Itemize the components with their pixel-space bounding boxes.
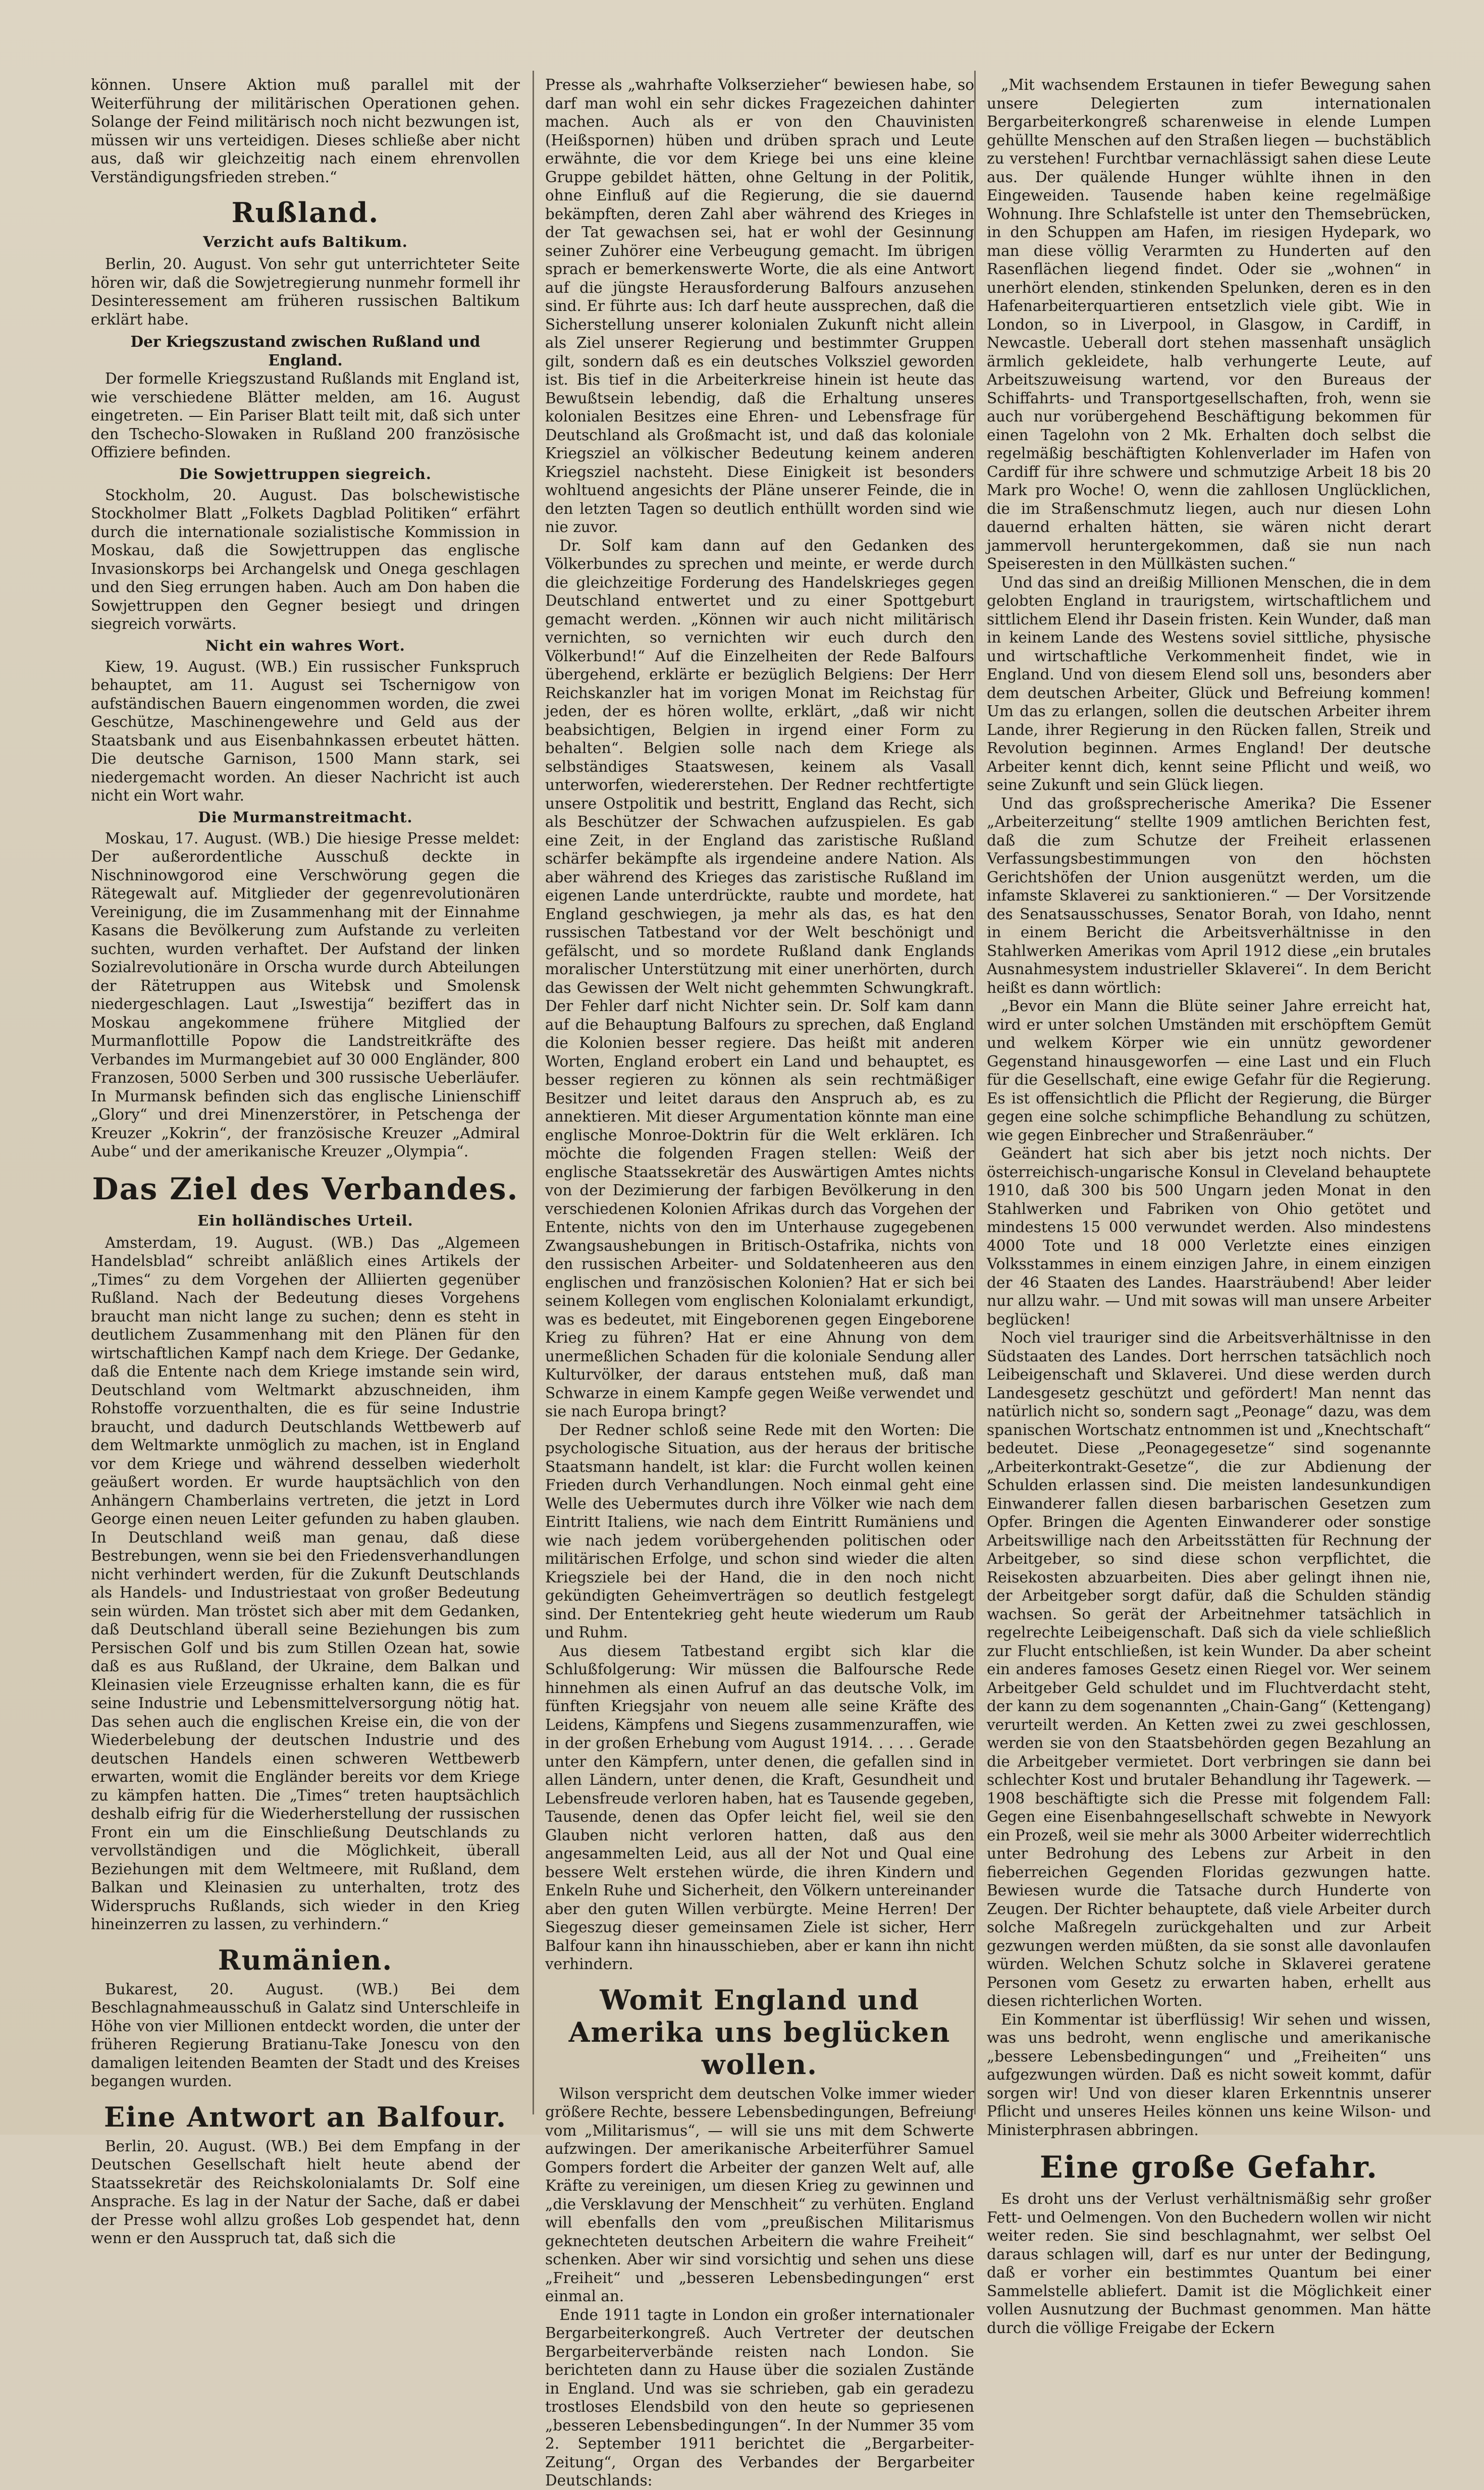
paragraph: Bukarest, 20. August. (WB.) Bei dem Beschlagnahmeausschuß in Galatz sind Unterschleife in Höhe von vier Millionen entdeckt worden, die unter der früheren Regierung Bratianu-Take Jonescu von den damaligen leitenden Beamten der Stadt und des Kreises begangen wurden. — [91, 1980, 520, 2090]
paragraph: Ein Kommentar ist überflüssig! Wir sehen und wissen, was uns bedroht, wenn englische und amerikanische „bessere Lebensbedingungen“ und „Freiheiten“ uns aufgezwungen würden. Daß es nicht soweit kommt, dafür sorgen wir! Und von dieser klaren Erkenntnis unserer Pflicht und unseres Heiles können uns keine Wilson- und Ministerphrasen abbringen. — [987, 2010, 1431, 2139]
paragraph: Und das sind an dreißig Millionen Menschen, die in dem gelobten England in traurigstem, wirtschaftlichem und sittlichem Elend ihr Dasein fristen. Kein Wunder, daß man in keinem Lande des Westens soviel sittliche, physische und wirtschaftliche Verkommenheit findet, wie in England. Und von diesem Elend soll uns, besonders aber dem deutschen Arbeiter, Glück und Befreiung kommen! Um das zu erlangen, sollen die deutschen Arbeiter ihrem Lande, ihrer Regierung in den Rücken fallen, Streik und Revolution beginnen. Armes England! Der deutsche Arbeiter kennt dich, kennt seine Pflicht und weiß, wo seine Zukunft und sein Glück liegen. — [987, 573, 1431, 793]
subheading: Der Kriegszustand zwischen Rußland und England. — [130, 333, 481, 369]
paragraph: Wilson verspricht dem deutschen Volke immer wieder größere Rechte, bessere Lebensbedingungen, Befreiung vom „Militarismus“, — will sie uns mit dem Schwerte aufzwingen. Der amerikanische Arbeiterführer Samuel Gompers fordert die Arbeiter der ganzen Welt auf, alle Kräfte zu vereinigen, um diesen Krieg zu gewinnen und „die Versklavung der Menschheit“ zu verhüten. England will ebenfalls den vom „preußischen Militarismus geknechteten deutschen Arbeitern die wahre Freiheit“ schenken. Aber wir sind vorsichtig und sehen uns diese „Freiheit“ und „besseren Lebensbedingungen“ erst einmal an. — [545, 2085, 974, 2305]
paragraph: Amsterdam, 19. August. (WB.) Das „Algemeen Handelsblad“ schreibt anläßlich eines Artikels der „Times“ zu dem Vorgehen der Alliierten gegenüber Rußland. Nach der Bedeutung dieses Vorgehens braucht man nicht lange zu suchen; denn es steht in deutlichem Zusammenhang mit den Plänen für den wirtschaftlichen Kampf nach dem Kriege. Der Gedanke, daß die Entente nach dem Kriege imstande sein wird, Deutschland vom Weltmarkt abzuschneiden, ihm Rohstoffe vorzuenthalten, die es für seine Industrie braucht, und dadurch Deutschlands Wettbewerb auf dem Weltmarkte unmöglich zu machen, ist in England vor dem Kriege und während desselben wiederholt geäußert worden. Er wurde hauptsächlich von den Anhängern Chamberlains vertreten, die jetzt in Lord George einen neuen Leiter gefunden zu haben glauben. In Deutschland weiß man genau, daß diese Bestrebungen, wenn sie bei den Friedensverhandlungen nicht verhindert werden, für die Zukunft Deutschlands als Handels- und Industriestaat von großer Bedeutung sein würden. Man tröstet sich aber mit dem Gedanken, daß Deutschland überall seine Beziehungen bis zum Persischen Golf und bis zum Stillen Ozean hat, sowie daß es aus Rußland, der Ukraine, dem Balkan und Kleinasien viele Erzeugnisse erhalten kann, die es für seine Industrie und Lebensmittelversorgung nötig hat. Das sehen auch die englischen Kreise ein, die von der Wiederbelebung der deutschen Industrie und des deutschen Handels einen schweren Wettbewerb erwarten, womit die Engländer bereits vor dem Kriege zu kämpfen hatten. Die „Times“ treten hauptsächlich deshalb eifrig für die Wiederherstellung der russischen Front ein um die Einschließung Deutschlands zu vervollständigen und die Möglichkeit, überall Beziehungen mit dem Weltmeere, mit Rußland, dem Balkan und Kleinasien zu unterhalten, trotz des Widerspruchs Rußlands, sich wieder in den Krieg hineinzerren zu lassen, zu verhindern.“ — [91, 1234, 520, 1933]
subheading: Nicht ein wahres Wort. — [205, 637, 405, 654]
paragraph: Geändert hat sich aber bis jetzt noch nichts. Der österreichisch-ungarische Konsul in Cleveland behauptete 1910, daß 300 bis 500 Ungarn jeden Monat in den Stahlwerken und Fabriken von Ohio getötet und mindestens 15 000 verwundet werden. Also mindestens 4000 Tote und 18 000 Verletzte eines einzigen Volksstammes in einem einzigen Jahre, in einem einzigen der 46 Staaten des Landes. Haarsträubend! Aber leider nur allzu wahr. — Und mit sowas will man unsere Arbeiter beglücken! — [987, 1145, 1431, 1328]
paragraph: „Bevor ein Mann die Blüte seiner Jahre erreicht hat, wird er unter solchen Umständen mit erschöpftem Gemüt und welkem Körper wie ein unnütz gewordener Gegenstand hinausgeworfen — eine Last und ein Fluch für die Gesellschaft, eine ewige Gefahr für die Regierung. Es ist offensichtlich die Pflicht der Regierung, die Bürger gegen eine solche schimpfliche Behandlung zu schützen, wie gegen Einbrecher und Straßenräuber.“ — [987, 997, 1431, 1144]
paragraph: Kiew, 19. August. (WB.) Ein russischer Funkspruch behauptet, am 11. August sei Tschernigow von aufständischen Bauern eingenommen worden, die zwei Geschütze, Maschinengewehre und Geld aus der Staatsbank und aus Eisenbahnkassen erbeutet hätten. Die deutsche Garnison, 1500 Mann stark, sei niedergemacht worden. An dieser Nachricht ist auch nicht ein Wort wahr. — [91, 658, 520, 804]
paragraph: Aus diesem Tatbestand ergibt sich klar die Schlußfolgerung: Wir müssen die Balfoursche Rede hinnehmen als einen Aufruf an das deutsche Volk, im fünften Kriegsjahr von neuem alle seine Kräfte des Leidens, Kämpfens und Siegens zusammenzuraffen, wie in der großen Erhebung vom August 1914. . . . . Gerade unter den Kämpfern, unter denen, die gefallen sind in allen Ländern, unter denen, die Kraft, Gesundheit und Lebensfreude verloren haben, hat es Tausende gegeben, Tausende, denen das Opfer leicht fiel, weil sie den Glauben nicht verloren hatten, daß aus den angesammelten Leid, aus all der Not und Qual eine bessere Welt erstehen würde, die ihren Kindern und Enkeln Ruhe und Sicherheit, den Völkern untereinander aber den guten Willen verbürgte. Meine Herren! Der Siegeszug dieser gemeinsamen Ziele ist sicher, Herr Balfour kann ihn hinausschieben, aber er kann ihn nicht verhindern. — [545, 1642, 974, 1973]
paragraph: Presse als „wahrhafte Volkserzieher“ bewiesen habe, so darf man wohl ein sehr dickes Fragezeichen dahinter machen. Auch als er von den Chauvinisten (Heißspornen) hüben und drüben sprach und Leute erwähnte, die vor dem Kriege bei uns eine kleine Gruppe gebildet hätten, ohne Geltung in der Politik, ohne Einfluß auf die Regierung, die sie dauernd bekämpften, deren Zahl aber während des Krieges in der Tat gewachsen sei, hat er wohl der Gesinnung seiner Zuhörer eine Verbeugung gemacht. Im übrigen sprach er bemerkenswerte Worte, die als eine Antwort auf die jüngste Herausforderung Balfours anzusehen sind. Er führte aus: Ich darf heute aussprechen, daß die Sicherstellung unserer kolonialen Zukunft nicht allein als Ziel unserer Regierung und bestimmter Gruppen gilt, sondern daß es ein deutsches Volksziel geworden ist. Bis tief in die Arbeiterkreise hinein ist heute das Bewußtsein lebendig, daß die Erhaltung unseres kolonialen Besitzes eine Ehren- und Lebensfrage für Deutschland als Großmacht ist, und daß das koloniale Kriegsziel an völkischer Bedeutung keinem anderen Kriegsziel nachsteht. Diese Einigkeit ist besonders wohltuend angesichts der Pläne unserer Feinde, die in den letzten Tagen so deutlich enthüllt worden sind wie nie zuvor. — [545, 76, 974, 536]
section-heading-ziel: Das Ziel des Verbandes. — [92, 1171, 519, 1207]
paragraph: Ende 1911 tagte in London ein großer internationaler Bergarbeiterkongreß. Auch Vertreter der deutschen Bergarbeiterverbände reisten nach London. Sie berichteten dann zu Hause über die sozialen Zustände in England. Und was sie schrieben, gab ein geradezu trostloses Elendsbild von den heute so gepriesenen „besseren Lebensbedingungen“. In der Nummer 35 vom 2. September 1911 berichtet die „Bergarbeiter-Zeitung“, Organ des Verbandes der Bergarbeiter Deutschlands: — [545, 2306, 974, 2489]
column-middle — [545, 76, 974, 2489]
paragraph: Berlin, 20. August. Von sehr gut unterrichteter Seite hören wir, daß die Sowjetregierung nunmehr formell ihr Desinteressement am früheren russischen Baltikum erklärt habe. — [91, 255, 520, 328]
column-rule — [533, 71, 534, 2114]
paragraph: können. Unsere Aktion muß parallel mit der Weiterführung der militärischen Operationen gehen. Solange der Feind militärisch noch nicht bezwungen ist, müssen wir uns verteidigen. Dieses schließe aber nicht aus, daß wir gleichzeitig nach einem ehrenvollen Verständigungsfrieden streben.“ — [91, 76, 520, 186]
column-right — [987, 76, 1431, 2337]
paragraph: Berlin, 20. August. (WB.) Bei dem Empfang in der Deutschen Gesellschaft hielt heute abend der Staatssekretär des Reichskolonialamts Dr. Solf eine Ansprache. Es lag in der Natur der Sache, daß er dabei der Presse wohl allzu großes Lob gespendet hat, denn wenn er den Ausspruch tat, daß sich die — [91, 2137, 520, 2247]
paragraph: Dr. Solf kam dann auf den Gedanken des Völkerbundes zu sprechen und meinte, er werde durch die gleichzeitige Forderung des Handelskrieges gegen Deutschland entwertet und zu einer Spottgeburt gemacht werden. „Können wir auch nicht militärisch vernichten, so vernichten wir euch durch den Völkerbund!“ Auf die Einzelheiten der Rede Balfours übergehend, erklärte er bezüglich Belgiens: Der Herr Reichskanzler hat im vorigen Monat im Reichstag für jeden, der es hören wollte, erklärt, „daß wir nicht beabsichtigen, Belgien in irgend einer Form zu behalten“. Belgien solle nach dem Kriege als selbständiges Staatswesen, keinem als Vasall unterworfen, wiedererstehen. Der Redner rechtfertigte unsere Ostpolitik und bestritt, England das Recht, sich als Beschützer der Schwachen aufzuspielen. Es gab eine Zeit, in der England das zaristische Rußland schärfer bekämpfte als irgendeine andere Nation. Als aber während des Krieges das zaristische Rußland im eigenen Lande unterdrückte, raubte und mordete, hat England geschwiegen, ja mehr als das, es hat den russischen Tatbestand vor der Welt beschönigt und gefälscht, und so mordete Rußland dank Englands moralischer Unterstützung mit einer unerhörten, durch das Gewissen der Welt nicht gehemmten Schwungkraft. Der Fehler darf nicht Nichter sein. Dr. Solf kam dann auf die Behauptung Balfours zu sprechen, daß England die Kolonien besser regiere. Das heißt mit anderen Worten, England erobert ein Land und behauptet, es besser regieren zu können als sein rechtmäßiger Besitzer und leitet daraus den Anspruch ab, es zu annektieren. Mit dieser Argumentation könnte man eine englische Monroe-Doktrin für die Welt erklären. Ich möchte die folgenden Fragen stellen: Weiß der englische Staatssekretär des Auswärtigen Amtes nichts von der Dezimierung der farbigen Bevölkerung in den verschiedenen Kolonien Afrikas durch das Vorgehen der Entente, nichts von den im Unterhause zugegebenen Zwangsaushebungen in Britisch-Ostafrika, nichts von den russischen Arbeiter- und Soldatenheeren aus den englischen und französischen Kolonien? Hat er sich bei seinem Kollegen vom englischen Kolonialamt erkundigt, was es bedeutet, mit Eingeborenen gegen Eingeborene Krieg zu führen? Hat er eine Ahnung von dem unermeßlichen Schaden für die koloniale Sendung aller Kulturvölker, der daraus entstehen muß, daß man Schwarze in einem Kampfe gegen Weiße verwendet und sie nach Europa bringt? — [545, 537, 974, 1420]
paragraph: Und das großsprecherische Amerika? Die Essener „Arbeiterzeitung“ stellte 1909 amtlichen Berichten fest, daß die zum Schutze der Freiheit erlassenen Verfassungsbestimmungen von den höchsten Gerichtshöfen der Union ausgenützt werden, um die infamste Sklaverei zu sanktionieren.“ — Der Vorsitzende des Senatsausschusses, Senator Borah, von Idaho, nennt in einem Bericht die Arbeitsverhältnisse in den Stahlwerken Amerikas vom April 1912 diese „ein brutales Ausnahmesystem industrieller Sklaverei“. In dem Bericht heißt es dann wörtlich: — [987, 794, 1431, 996]
section-heading-russland: Rußland. — [231, 196, 380, 229]
section-heading-rumaenien: Rumänien. — [218, 1943, 393, 1976]
subheading: Die Sowjettruppen siegreich. — [179, 465, 432, 483]
paragraph: „Mit wachsendem Erstaunen in tiefer Bewegung sahen unsere Delegierten zum internationalen Bergarbeiterkongreß scharenweise in elende Lumpen gehüllte Menschen auf den Straßen liegen — buchstäblich zu verstehen! Furchtbar vernachlässigt sahen diese Leute aus. Der quälende Hunger wühlte ihnen in den Eingeweiden. Tausende haben keine regelmäßige Wohnung. Ihre Schlafstelle ist unter den Themsebrücken, in den Schuppen am Hafen, im riesigen Hydepark, wo man diese völlig Verarmten zu Hunderten auf den Rasenflächen liegend findet. Oder sie „wohnen“ in unerhört elenden, stinkenden Spelunken, deren es in den Hafenarbeiterquartieren entsetzlich viele gibt. Wie in London, so in Liverpool, in Glasgow, in Cardiff, in Newcastle. Ueberall dort stehen massenhaft unsäglich ärmlich gekleidete, halb verhungerte Leute, auf Arbeitszuweisung wartend, vor den Bureaus der Schiffahrts- und Transportgesellschaften, froh, wenn sie auch nur vorübergehend Beschäftigung bekommen für einen Tagelohn von 2 Mk. Erhalten doch selbst die regelmäßig beschäftigten Kohlenverlader im Hafen von Cardiff für ihre schwere und schmutzige Arbeit 18 bis 20 Mark pro Woche! O, wenn die zahllosen Unglücklichen, die im Straßenschmutz liegen, auch nur diesen Lohn dauernd erhalten hätten, sie wären nicht derart jammervoll heruntergekommen, daß sie nun nach Speiseresten in den Müllkästen suchen.“ — [987, 76, 1431, 572]
paragraph: Es droht uns der Verlust verhältnismäßig sehr großer Fett- und Oelmengen. Von den Buchedern wollen wir nicht weiter reden. Sie sind beschlagnahmt, wer selbst Oel daraus schlagen will, darf es nur unter der Bedingung, daß er vorher ein bestimmtes Quantum bei einer Sammelstelle abliefert. Damit ist die Möglichkeit einer vollen Ausnutzung der Buchmast genommen. Man hätte durch die völlige Freigabe der Eckern — [987, 2190, 1431, 2337]
paragraph: Moskau, 17. August. (WB.) Die hiesige Presse meldet: Der außerordentliche Ausschuß deckte in Nischninowgorod eine Verschwörung gegen die Rätegewalt auf. Mitglieder der gegenrevolutionären Vereinigung, die im Zusammenhang mit der Einnahme Kasans die Bevölkerung zum Aufstande zu verleiten suchten, wurden verhaftet. Der Aufstand der linken Sozialrevolutionäre in Orscha wurde durch Abteilungen der Rätetruppen aus Witebsk und Smolensk niedergeschlagen. Laut „Iswestija“ beziffert das in Moskau angekommene frühere Mitglied der Murmanflottille Popow die Landstreitkräfte des Verbandes im Murmangebiet auf 30 000 Engländer, 800 Franzosen, 5000 Serben und 300 russische Ueberläufer. In Murmansk befinden sich das englische Linienschiff „Glory“ und drei Minenzerstörer, in Petschenga der Kreuzer „Kokrin“, der französische Kreuzer „Admiral Aube“ und der amerikanische Kreuzer „Olympia“. — [91, 829, 520, 1160]
column-left — [91, 76, 520, 2247]
column-rule — [974, 71, 976, 2114]
section-heading-womit: Womit England und Amerika uns beglücken wollen. — [568, 1983, 951, 2081]
subheading: Die Murmanstreitmacht. — [198, 808, 413, 826]
paragraph: Noch viel trauriger sind die Arbeitsverhältnisse in den Südstaaten des Landes. Dort herrschen tatsächlich noch Leibeigenschaft und Sklaverei. Und diese werden durch Landesgesetz geschützt und gefördert! Man nennt das natürlich nicht so, sondern sagt „Peonage“ dazu, was dem spanischen Wortschatz entnommen ist und „Knechtschaft“ bedeutet. Diese „Peonagegesetze“ sind sogenannte „Arbeiterkontrakt-Gesetze“, die zur Abdienung der Schulden erlassen sind. Die meisten landesunkundigen Einwanderer fallen diesen barbarischen Gesetzen zum Opfer. Bringen die Agenten Einwanderer oder sonstige Arbeitswillige nach den Arbeitsstätten für Rechnung der Arbeitgeber, so sind diese schon verpflichtet, die Reisekosten abzuarbeiten. Dies aber gelingt ihnen nie, der Arbeitgeber sorgt dafür, daß die Schulden ständig wachsen. So gerät der Arbeitnehmer tatsächlich in regelrechte Leibeigenschaft. Daß sich da viele schließlich zur Flucht entschließen, ist kein Wunder. Da aber scheint ein anderes famoses Gesetz einen Riegel vor. Wer seinem Arbeitgeber Geld schuldet und im Fluchtverdacht steht, der kann zu dem sogenannten „Chain-Gang“ (Kettengang) verurteilt werden. An Ketten zwei zu zwei geschlossen, werden sie von den Staatsbehörden gegen Bezahlung an die Arbeitgeber vermietet. Dort verbringen sie dann bei schlechter Kost und brutaler Behandlung ihr Tagewerk. — 1908 beschäftigte sich die Presse mit folgendem Fall: Gegen eine Eisenbahngesellschaft schwebte in Newyork ein Prozeß, weil sie mehr als 3000 Arbeiter widerrechtlich unter Bedrohung des Lebens zur Arbeit in den fieberreichen Gegenden Floridas gezwungen hatte. Bewiesen wurde die Tatsache durch Hunderte von Zeugen. Der Richter behauptete, daß viele Arbeiter durch solche Maßregeln zurückgehalten und zur Arbeit gezwungen werden müßten, da sie sonst alle davonlaufen würden. Welchen Schutz solche in Sklaverei geratene Personen vom Gesetz zu erwarten haben, erhellt aus diesen richterlichen Worten. — [987, 1329, 1431, 2009]
paragraph: Stockholm, 20. August. Das bolschewistische Stockholmer Blatt „Folkets Dagblad Politiken“ erfährt durch die internationale sozialistische Kommission in Moskau, daß die Sowjettruppen das englische Invasionskorps bei Archangelsk und Onega geschlagen und den Sieg errungen haben. Auch am Don haben die Sowjettruppen den Gegner besiegt und dringen siegreich vorwärts. — [91, 486, 520, 632]
subheading: Verzicht aufs Baltikum. — [203, 233, 408, 250]
paragraph: Der formelle Kriegszustand Rußlands mit England ist, wie verschiedene Blätter melden, am 16. August eingetreten. — Ein Pariser Blatt teilt mit, daß sich unter den Tschecho-Slowaken in Rußland 200 französische Offiziere befinden. — [91, 370, 520, 461]
section-heading-antwort: Eine Antwort an Balfour. — [104, 2100, 507, 2133]
section-heading-gefahr: Eine große Gefahr. — [1039, 2150, 1379, 2185]
subheading: Ein holländisches Urteil. — [197, 1211, 413, 1229]
paragraph: Der Redner schloß seine Rede mit den Worten: Die psychologische Situation, aus der heraus der britische Staatsmann handelt, ist klar: die Furcht wollen keinen Frieden durch Verhandlungen. Noch einmal geht eine Welle des Uebermutes durch ihre Völker wie nach dem Eintritt Italiens, wie nach dem Eintritt Rumäniens und wie nach jedem vorübergehenden politischen oder militärischen Erfolge, und schon sind wieder die alten Kriegsziele bei der Hand, die in den noch nicht gekündigten Geheimverträgen so deutlich festgelegt sind. Der Ententekrieg geht heute wiederum um Raub und Ruhm. — [545, 1421, 974, 1641]
